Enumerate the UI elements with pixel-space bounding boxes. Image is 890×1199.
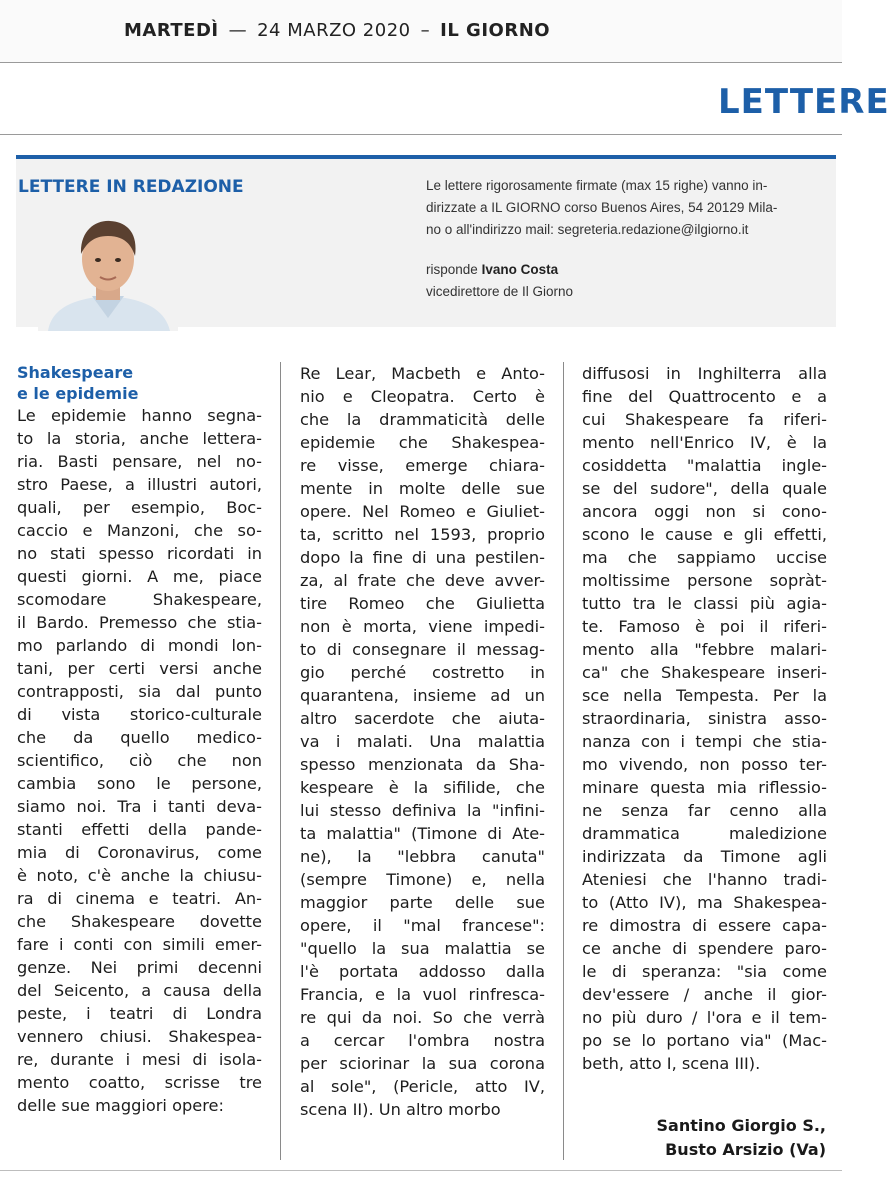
article-text-line: tutto tra le classi più agia- (582, 594, 827, 613)
article-text-line: minare questa mia riflessio- (582, 778, 827, 797)
section-title: LETTERE (718, 82, 890, 122)
article-text-line: indirizzata da Timone agli (582, 847, 827, 866)
masthead-date: 24 MARZO 2020 (257, 20, 411, 41)
article-text-line: dopo la fine di una pestilen- (300, 548, 545, 567)
article-text-line: stro Paese, a illustri autori, (17, 475, 262, 494)
article-text-line: opere, il "mal francese": (300, 916, 545, 935)
article-text-line: di vista storico-culturale (17, 705, 262, 724)
article-text-line: cosiddetta "malattia ingle- (582, 456, 827, 475)
article-text-line: fare i conti con simili emer- (17, 935, 262, 954)
article-text-line: ce anche di spendere paro- (582, 939, 827, 958)
article-text-line: se del sudore", della quale (582, 479, 827, 498)
article-text-line: tani, per certi versi anche (17, 659, 262, 678)
masthead-paper: IL GIORNO (440, 20, 551, 41)
article-text-line: che la drammaticità delle (300, 410, 545, 429)
article-text-line: che Shakespeare dovette (17, 912, 262, 931)
article-text-line: moltissime persone sopràt- (582, 571, 827, 590)
masthead (0, 0, 842, 63)
article-text-line: ca" che Shakespeare inseri- (582, 663, 827, 682)
submission-note-line: dirizzate a IL GIORNO corso Buenos Aires, 54 20129 Mila- (426, 200, 778, 215)
responder-prefix: risponde (426, 262, 478, 277)
article-text-line: kespeare è la sifilide, che (300, 778, 545, 797)
section-rule (0, 134, 842, 135)
article-text-line: siamo noi. Tra i tanti deva- (17, 797, 262, 816)
article-text-line: spesso menzionata da Sha- (300, 755, 545, 774)
article-text-line: il Bardo. Premesso che stia- (17, 613, 262, 632)
masthead-day: MARTEDÌ (124, 20, 219, 41)
signature-name: Santino Giorgio S., (656, 1116, 826, 1135)
article-text-line: ne senza far cenno alla (582, 801, 827, 820)
article-text-line: scientifico, ciò che non (17, 751, 262, 770)
article-text-line: questi giorni. A me, piace (17, 567, 262, 586)
article-text-line: che da quello medico- (17, 728, 262, 747)
article-text-line: va i malati. Una malattia (300, 732, 545, 751)
submission-note-line: Le lettere rigorosamente firmate (max 15 righe) vanno in- (426, 178, 768, 193)
article-text-line: mento nell'Enrico IV, è la (582, 433, 827, 452)
article-headline-line: Shakespeare (17, 363, 134, 382)
article-text-line: diffusosi in Inghilterra alla (582, 364, 827, 383)
article-text-line: (sempre Timone) e, nella (300, 870, 545, 889)
article-text-line: ria. Basti pensare, nel no- (17, 452, 262, 471)
article-text-line: Re Lear, Macbeth e Anto- (300, 364, 545, 383)
article-text-line: re dimostra di essere capa- (582, 916, 827, 935)
responder-role: vicedirettore de Il Giorno (426, 284, 574, 299)
article-text-line: ra di cinema e teatri. An- (17, 889, 262, 908)
column-divider (280, 362, 281, 1160)
article-text-line: per sciorinar la sua corona (300, 1054, 545, 1073)
article-text-line: cui Shakespeare fa riferi- (582, 410, 827, 429)
article-text-line: gio perché costretto in (300, 663, 545, 682)
editor-portrait (38, 214, 178, 331)
article-text-line: quali, per esempio, Boc- (17, 498, 262, 517)
article-text-line: epidemie che Shakespea- (300, 433, 545, 452)
article-text-line: mia di Coronavirus, come (17, 843, 262, 862)
article-text-line: nio e Cleopatra. Certo è (300, 387, 545, 406)
article-text-line: stanti effetti della pande- (17, 820, 262, 839)
article-text-line: cambia sono le persone, (17, 774, 262, 793)
article-text-line: l'è portata addosso dalla (300, 962, 545, 981)
article-text-line: quarantena, insieme ad un (300, 686, 545, 705)
masthead-line: MARTEDÌ — 24 MARZO 2020 – IL GIORNO (124, 20, 551, 41)
submission-note-line: no o all'indirizzo mail: segreteria.redazione@ilgiorno.it (426, 222, 749, 237)
article-text-line: mento alla "febbre malari- (582, 640, 827, 659)
article-text-line: del Seicento, a causa della (17, 981, 262, 1000)
article-text-line: re, durante i mesi di isola- (17, 1050, 262, 1069)
signature-place: Busto Arsizio (Va) (665, 1140, 826, 1159)
article-text-line: ne), la "lebbra canuta" (300, 847, 545, 866)
article-text-line: re visse, emerge chiara- (300, 456, 545, 475)
article-text-line: opere. Nel Romeo e Giuliet- (300, 502, 545, 521)
article-text-line: mo parlando di mondi lon- (17, 636, 262, 655)
article-text-line: te. Famoso è poi il riferi- (582, 617, 827, 636)
article-text-line: re qui da noi. So che verrà (300, 1008, 545, 1027)
article-text-line: to di consegnare il messag- (300, 640, 545, 659)
article-text-line: drammatica maledizione (582, 824, 827, 843)
article-text-line: mente in molte delle sue (300, 479, 545, 498)
letters-box-info (426, 175, 826, 303)
article-text-line: Ateniesi che l'hanno tradi- (582, 870, 827, 889)
article-text-line: to la storia, anche lettera- (17, 429, 262, 448)
article-text-line: no più duro / l'ora e il tem- (582, 1008, 827, 1027)
article-text-line: scono le cause e gli effetti, (582, 525, 827, 544)
article-text-line: mento coatto, scrisse tre (17, 1073, 262, 1092)
article-text-line: Francia, e la vuol rinfresca- (300, 985, 545, 1004)
article-text-line: no stati spesso ricordati in (17, 544, 262, 563)
responder-line (426, 259, 826, 281)
article-text-line: scomodare Shakespeare, (17, 590, 262, 609)
article-text-line: fine del Quattrocento e a (582, 387, 827, 406)
article-column-3 (582, 362, 827, 1075)
article-text-line: ancora oggi non si cono- (582, 502, 827, 521)
article-text-line: "quello la sua malattia se (300, 939, 545, 958)
article-text-line: vennero chiusi. Shakespea- (17, 1027, 262, 1046)
article-text-line: mo vivendo, non posso ter- (582, 755, 827, 774)
letter-signature (657, 1114, 826, 1162)
article-text-line: straordinaria, sinistra asso- (582, 709, 827, 728)
article-text-line: ta, scritto nel 1593, proprio (300, 525, 545, 544)
article-text-line: peste, i teatri di Londra (17, 1004, 262, 1023)
article-text-line: ma che sappiamo uccise (582, 548, 827, 567)
article-text-line: ta malattia" (Timone di Ate- (300, 824, 545, 843)
bottom-rule (0, 1170, 842, 1171)
column-divider (563, 362, 564, 1160)
article-text-line: za, al frate che deve avver- (300, 571, 545, 590)
article-text-line: caccio e Manzoni, che so- (17, 521, 262, 540)
article-column-1 (17, 362, 262, 1117)
letters-box-title: LETTERE IN REDAZIONE (18, 177, 244, 197)
article-text-line: to (Atto IV), ma Shakespea- (582, 893, 827, 912)
article-text-line: non è morta, viene impedi- (300, 617, 545, 636)
article-text-line: Le epidemie hanno segna- (17, 406, 262, 425)
article-column-2 (300, 362, 545, 1121)
article-text-line: genze. Nei primi decenni (17, 958, 262, 977)
letters-box (16, 155, 836, 327)
article-text-line: tire Romeo che Giulietta (300, 594, 545, 613)
article-text-line: lui stesso definiva la "infini- (300, 801, 545, 820)
article-text-line: sce nella Tempesta. Per la (582, 686, 827, 705)
article-text-line: delle sue maggiori opere: (17, 1096, 224, 1115)
article-text-line: po se lo portano via" (Mac- (582, 1031, 827, 1050)
article-text-line: è noto, c'è anche la chiusu- (17, 866, 262, 885)
article-text-line: dev'essere / anche il gior- (582, 985, 827, 1004)
article-text-line: altro sacerdote che aiuta- (300, 709, 545, 728)
article-text-line: contrapposti, sia dal punto (17, 682, 262, 701)
article-text-line: a cercar l'ombra nostra (300, 1031, 545, 1050)
article-text-line: le di speranza: "sia come (582, 962, 827, 981)
responder-name: Ivano Costa (481, 262, 559, 277)
article-text-line: beth, atto I, scena III). (582, 1054, 761, 1073)
article-text-line: nanza con i tempi che stia- (582, 732, 827, 751)
article-text-line: al sole", (Pericle, atto IV, (300, 1077, 545, 1096)
article-text-line: scena II). Un altro morbo (300, 1100, 501, 1119)
article-text-line: maggior parte delle sue (300, 893, 545, 912)
article-headline-line: e le epidemie (17, 384, 139, 403)
